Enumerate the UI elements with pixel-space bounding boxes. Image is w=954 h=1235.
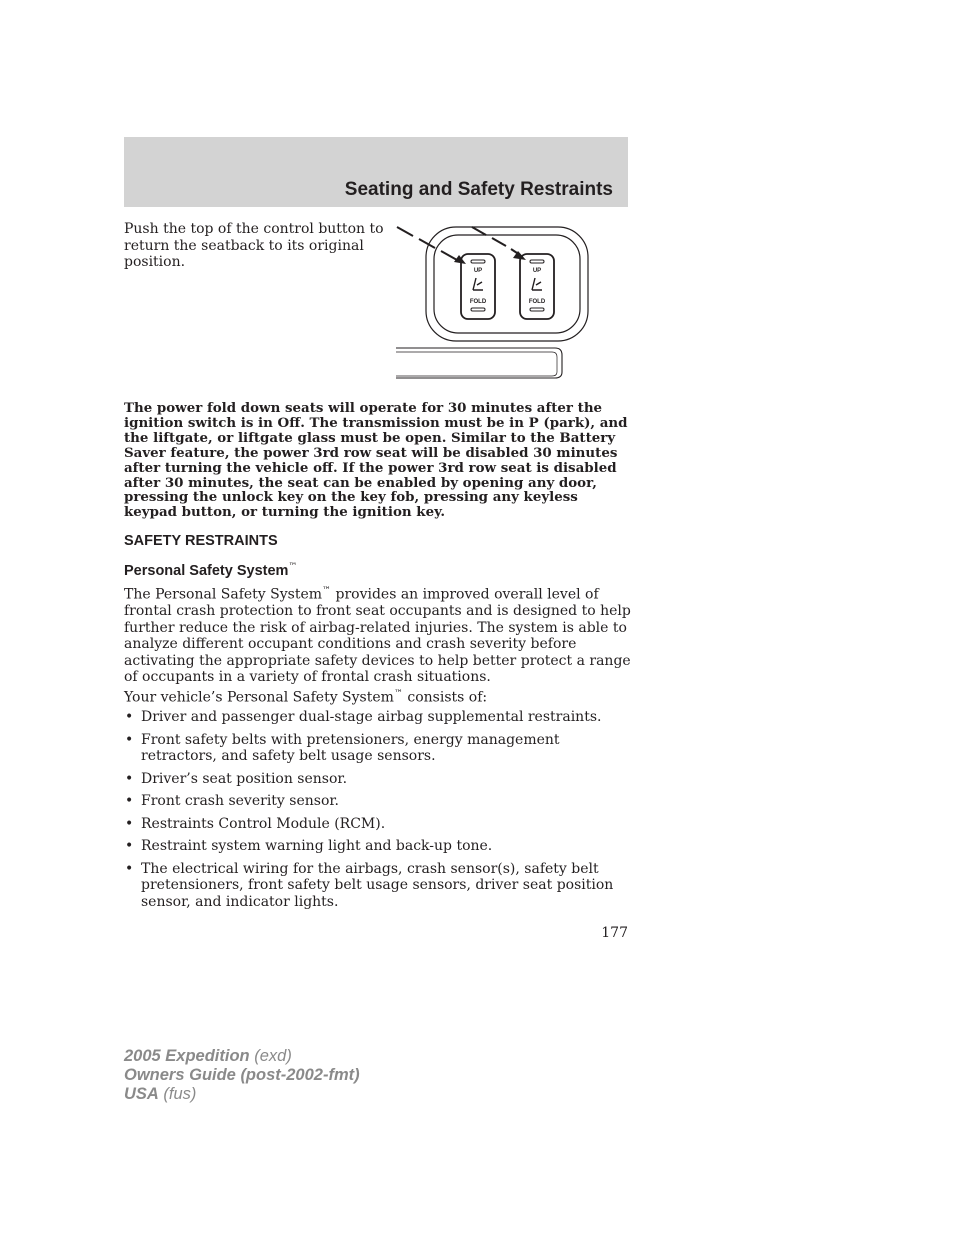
para1-text-start: The Personal Safety System [124, 586, 323, 603]
right-up-label: UP [532, 268, 542, 274]
bullet-icon: • [125, 860, 134, 877]
bullet-icon: • [125, 793, 134, 809]
list-item-text: Driver and passenger dual-stage airbag supplemental restraints. [141, 709, 602, 725]
para1-text-rest: provides an improved overall level of frontal crash protection to front seat occupants and is designed to help further reduce the risk of airbag-related injuries. The system is able to analyze different occupant conditions and crash severity before activating the appropriate safety devices to help better protect a range of occupants in a variety of frontal crash situations. [124, 586, 631, 686]
sub-heading-text: Personal Safety System [124, 562, 289, 579]
list-item-text: The electrical wiring for the airbags, crash sensor(s), safety belt pretensioners, front safety belt usage sensors, driver seat position sensor, and indicator lights. [141, 860, 614, 910]
footer-line-1 [124, 1047, 360, 1066]
seat-control-illustration [380, 220, 600, 385]
bullet-icon: • [125, 731, 134, 748]
right-fold-label: FOLD [528, 299, 546, 305]
bullet-icon: • [125, 770, 134, 787]
list-item-text: Front crash severity sensor. [141, 793, 339, 809]
bullet-icon: • [125, 838, 134, 854]
pss-components-list [124, 709, 632, 916]
bullet-icon: • [125, 815, 134, 832]
page-number: 177 [601, 925, 628, 941]
footer-line-2: Owners Guide (post-2002-fmt) [124, 1066, 360, 1084]
trademark-symbol: ™ [393, 689, 403, 699]
right-seat-fold-button [520, 254, 554, 319]
list-item [124, 709, 632, 726]
list-item-text: Front safety belts with pretensioners, energy management retractors, and safety belt usage sensors. [141, 731, 560, 764]
footer-line-3 [124, 1085, 360, 1104]
list-item-text: Restraints Control Module (RCM). [141, 815, 386, 832]
sub-heading-personal-safety-system [124, 562, 297, 579]
power-fold-warning-paragraph: The power fold down seats will operate for 30 minutes after the ignition switch is in Off. The transmission must be in P (park), and the liftgate, or liftgate glass must be open. Similar to the Battery Saver feature, the power 3rd row seat will be disabled 30 minutes after turning the vehicle off. If the power 3rd row seat is disabled after 30 minutes, the seat can be enabled by opening any door, pressing the unlock key on the key fob, pressing any keyless keypad button, or turning the ignition key. [124, 400, 628, 521]
left-up-label: UP [473, 268, 483, 274]
trademark-symbol: ™ [288, 562, 298, 572]
intro-paragraph: Push the top of the control button to return the seatback to its original position. [124, 221, 384, 270]
document-footer [124, 1047, 360, 1104]
section-title: Seating and Safety Restraints [344, 179, 613, 200]
list-item-text: Driver’s seat position sensor. [141, 770, 348, 787]
para2-text-rest: consists of: [402, 689, 488, 706]
list-item [124, 771, 632, 788]
section-heading-safety-restraints: SAFETY RESTRAINTS [124, 533, 278, 549]
list-item [124, 816, 632, 833]
pss-consists-of-paragraph [124, 686, 632, 706]
list-item [124, 861, 632, 911]
list-item [124, 838, 632, 855]
footer-model: 2005 Expedition [124, 1047, 250, 1065]
footer-market: USA [124, 1085, 159, 1103]
left-fold-label: FOLD [469, 299, 487, 305]
trademark-symbol: ™ [322, 586, 332, 596]
list-item [124, 793, 632, 810]
pss-description-paragraph [124, 583, 632, 686]
seat-control-diagram [380, 220, 600, 385]
list-item-text: Restraint system warning light and back-up tone. [141, 838, 493, 854]
list-item [124, 732, 632, 765]
left-seat-fold-button [461, 254, 495, 319]
bullet-icon: • [125, 709, 134, 725]
footer-model-code: (exd) [249, 1047, 292, 1065]
para2-text-start: Your vehicle’s Personal Safety System [124, 689, 394, 706]
footer-market-code: (fus) [158, 1085, 197, 1103]
section-header-bar [124, 137, 628, 207]
